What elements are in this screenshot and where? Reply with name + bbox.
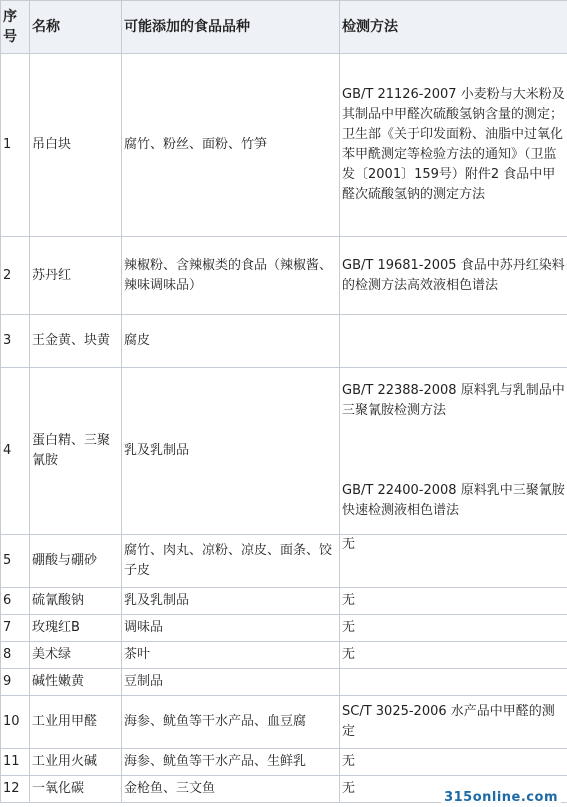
cell-method: [340, 368, 567, 535]
cell-no: 8: [1, 642, 30, 669]
cell-name: 工业用火碱: [30, 749, 122, 776]
cell-name: 苏丹红: [30, 237, 122, 315]
table-row: [1, 615, 567, 642]
cell-no: 1: [1, 54, 30, 237]
table-row: [1, 642, 567, 669]
method-line-1: GB/T 22388-2008 原料乳与乳制品中三聚氰胺检测方法: [342, 383, 565, 418]
cell-name: 美术绿: [30, 642, 122, 669]
header-name: 名称: [30, 1, 122, 54]
table-row: [1, 669, 567, 696]
cell-name: 一氧化碳: [30, 776, 122, 803]
table-row: [1, 749, 567, 776]
cell-no: 9: [1, 669, 30, 696]
cell-method: 无: [340, 642, 567, 669]
cell-foods: 腐竹、肉丸、凉粉、凉皮、面条、饺子皮: [122, 535, 340, 588]
cell-method: 无: [340, 615, 567, 642]
cell-name: 吊白块: [30, 54, 122, 237]
cell-no: 2: [1, 237, 30, 315]
cell-no: 6: [1, 588, 30, 615]
cell-method: [340, 669, 567, 696]
cell-no: 7: [1, 615, 30, 642]
cell-name: 蛋白精、三聚氰胺: [30, 368, 122, 535]
cell-no: 4: [1, 368, 30, 535]
cell-name: 硼酸与硼砂: [30, 535, 122, 588]
cell-foods: 豆制品: [122, 669, 340, 696]
table-row: [1, 696, 567, 749]
cell-foods: 辣椒粉、含辣椒类的食品（辣椒酱、辣味调味品）: [122, 237, 340, 315]
table-row: [1, 588, 567, 615]
cell-no: 11: [1, 749, 30, 776]
cell-method: 无: [340, 749, 567, 776]
header-method: 检测方法: [340, 1, 567, 54]
method-spacer: [342, 421, 565, 481]
cell-name: 工业用甲醛: [30, 696, 122, 749]
cell-foods: 腐竹、粉丝、面粉、竹笋: [122, 54, 340, 237]
cell-foods: 乳及乳制品: [122, 368, 340, 535]
cell-no: 3: [1, 315, 30, 368]
header-foods: 可能添加的食品品种: [122, 1, 340, 54]
cell-foods: 海参、鱿鱼等干水产品、血豆腐: [122, 696, 340, 749]
cell-foods: 茶叶: [122, 642, 340, 669]
cell-method: [340, 315, 567, 368]
cell-name: 碱性嫩黄: [30, 669, 122, 696]
cell-name: 硫氰酸钠: [30, 588, 122, 615]
cell-method: GB/T 19681-2005 食品中苏丹红染料的检测方法高效液相色谱法: [340, 237, 567, 315]
header-row: [1, 1, 567, 54]
cell-method: 无: [340, 588, 567, 615]
header-no: 序号: [1, 1, 30, 54]
cell-foods: 调味品: [122, 615, 340, 642]
table-row: [1, 368, 567, 535]
cell-foods: 海参、鱿鱼等干水产品、生鲜乳: [122, 749, 340, 776]
cell-foods: 乳及乳制品: [122, 588, 340, 615]
table-row: [1, 315, 567, 368]
cell-method: 无: [340, 776, 567, 803]
table-row: [1, 237, 567, 315]
cell-foods: 金枪鱼、三文鱼: [122, 776, 340, 803]
cell-method: 无: [340, 535, 567, 588]
cell-method: GB/T 21126-2007 小麦粉与大米粉及其制品中甲醛次硫酸氢钠含量的测定；卫生部《关于印发面粉、油脂中过氧化苯甲酰测定等检验方法的通知》（卫监发〔2001〕159号）附件2 食品中甲醛次硫酸氢钠的测定方法: [340, 54, 567, 237]
site-watermark: 315online.com: [441, 790, 561, 805]
table-row: [1, 54, 567, 237]
cell-method: SC/T 3025-2006 水产品中甲醛的测定: [340, 696, 567, 749]
cell-name: 王金黄、块黄: [30, 315, 122, 368]
table-row: [1, 535, 567, 588]
cell-no: 10: [1, 696, 30, 749]
cell-foods: 腐皮: [122, 315, 340, 368]
cell-name: 玫瑰红B: [30, 615, 122, 642]
cell-no: 12: [1, 776, 30, 803]
method-line-2: GB/T 22400-2008 原料乳中三聚氰胺快速检测液相色谱法: [342, 483, 565, 518]
cell-no: 5: [1, 535, 30, 588]
